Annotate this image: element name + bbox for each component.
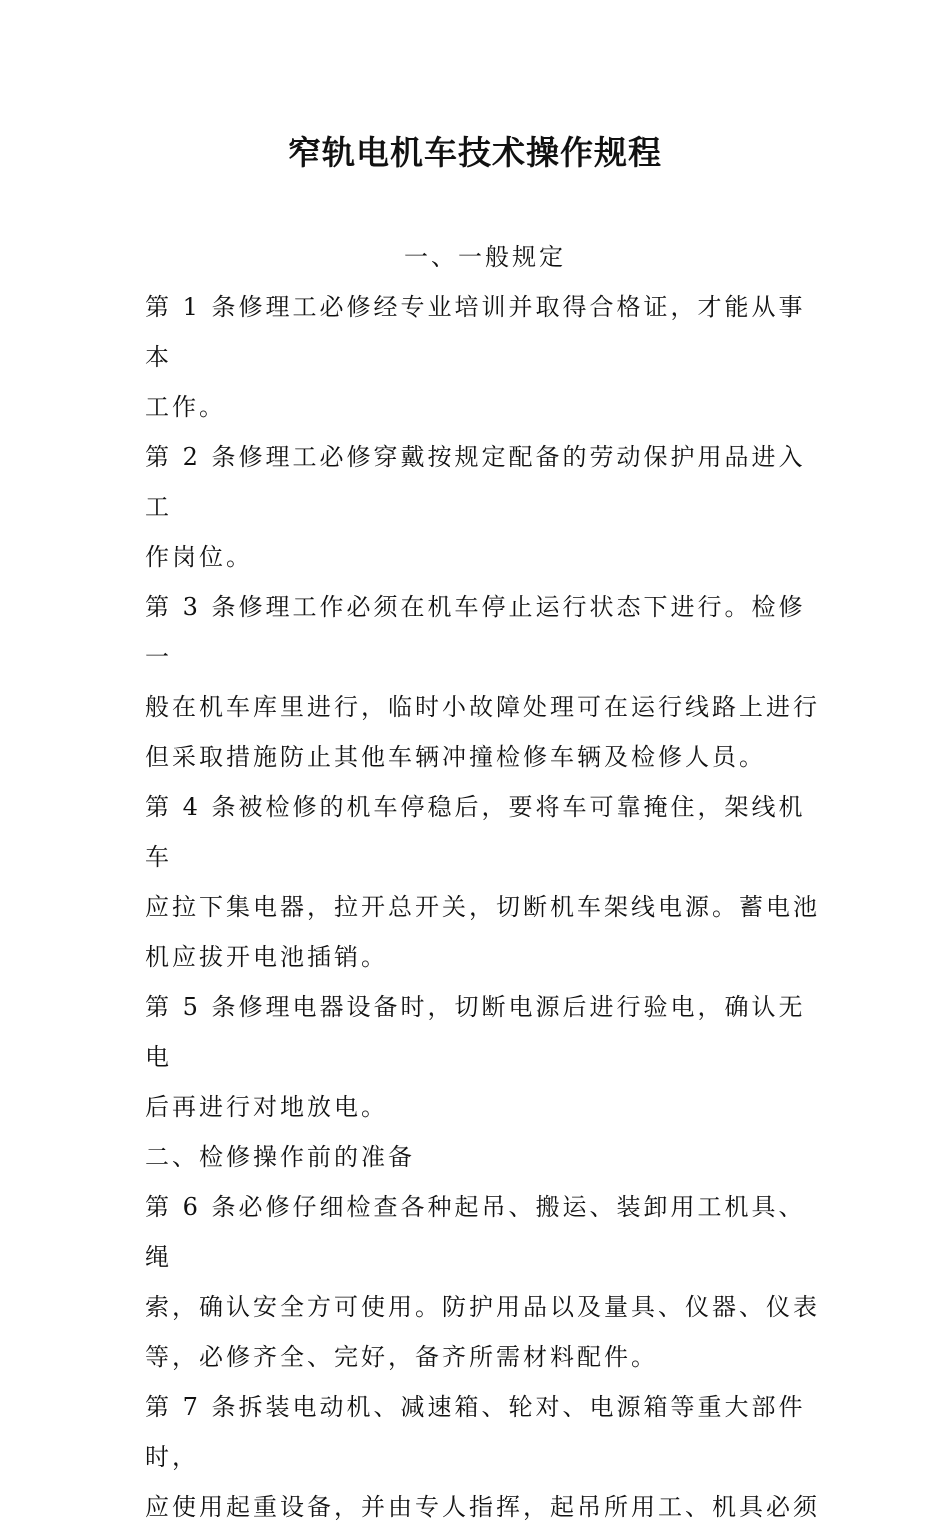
article-2-line-2: 作岗位。 [145, 543, 253, 571]
article-7-line-2: 应使用起重设备，并由专人指挥，起吊所用工、机具必须 [145, 1493, 820, 1521]
document-body [145, 232, 825, 1532]
article-3-line-2: 般在机车库里进行，临时小故障处理可在运行线路上进行 [145, 693, 820, 721]
article-6-line-2: 索，确认安全方可使用。防护用品以及量具、仪器、仪表 [145, 1293, 820, 1321]
article-6-line-1: 第 6 条必修仔细检查各种起吊、搬运、装卸用工机具、绳 [145, 1193, 806, 1271]
article-1-line-2: 工作。 [145, 393, 226, 421]
article-4-line-3: 机应拔开电池插销。 [145, 943, 388, 971]
article-3-line-3: 但采取措施防止其他车辆冲撞检修车辆及检修人员。 [145, 743, 766, 771]
article-3-line-1: 第 3 条修理工作必须在机车停止运行状态下进行。检修一 [145, 593, 806, 671]
article-5-line-2: 后再进行对地放电。 [145, 1093, 388, 1121]
article-5-line-1: 第 5 条修理电器设备时，切断电源后进行验电，确认无电 [145, 993, 806, 1071]
article-4-line-2: 应拉下集电器，拉开总开关，切断机车架线电源。蓄电池 [145, 893, 820, 921]
article-2-line-1: 第 2 条修理工必修穿戴按规定配备的劳动保护用品进入工 [145, 443, 806, 521]
article-4-line-1: 第 4 条被检修的机车停稳后，要将车可靠掩住，架线机车 [145, 793, 806, 871]
article-1-line-1: 第 1 条修理工必修经专业培训并取得合格证，才能从事本 [145, 293, 806, 371]
article-7-line-1: 第 7 条拆装电动机、减速箱、轮对、电源箱等重大部件时， [145, 1393, 806, 1471]
document-title: 窄轨电机车技术操作规程 [288, 133, 662, 172]
section-heading-preparation: 二、检修操作前的准备 [145, 1143, 415, 1171]
article-6-line-3: 等，必修齐全、完好，备齐所需材料配件。 [145, 1343, 658, 1371]
section-heading-general: 一、一般规定 [404, 243, 566, 271]
